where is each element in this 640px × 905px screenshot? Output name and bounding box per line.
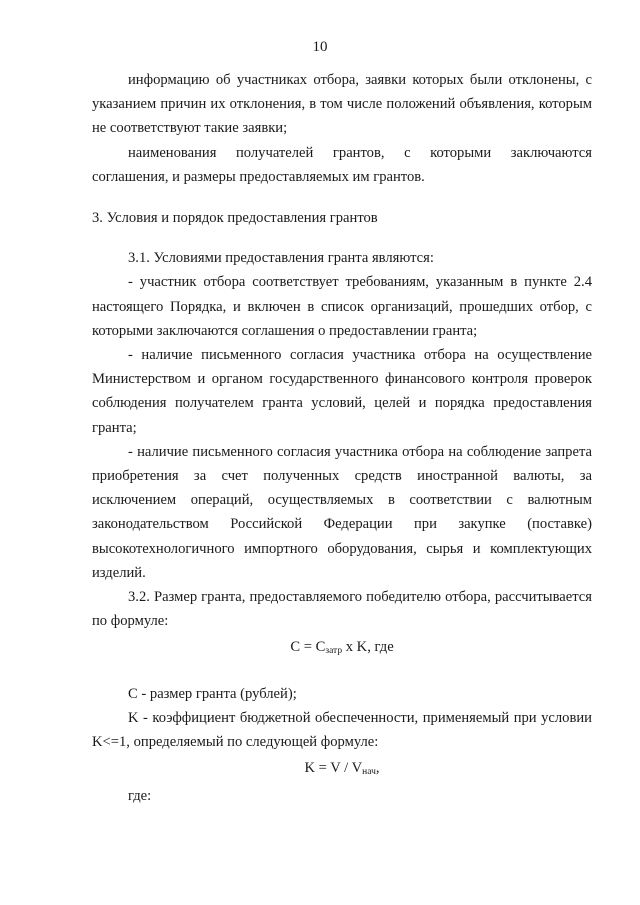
formula-1-lhs: С = С <box>290 639 326 656</box>
paragraph-3-2-grant-size: 3.2. Размер гранта, предоставляемого победителю отбора, рассчитывается по формуле: <box>92 589 592 630</box>
paragraph-k-definition: K - коэффициент бюджетной обеспеченности, применяемый при условии K<=1, определяемый по следующей формуле: <box>92 709 592 751</box>
paragraph-condition-inspection-consent: - наличие письменного согласия участника отбора на осуществление Министерством и органом государственного финансового контроля проверок соблюдения получателем гранта условий, целей и порядка предоставления гранта; <box>92 347 592 436</box>
formula-2-subscript: нач <box>362 767 376 778</box>
formula-coefficient <box>92 756 592 784</box>
formula-grant-size <box>92 635 592 663</box>
paragraph-3-1-intro: 3.1. Условиями предоставления гранта являются: <box>128 250 434 267</box>
closing-where: где: <box>128 788 152 805</box>
formula-1-rhs: х K, где <box>342 639 394 656</box>
document-body <box>92 68 592 809</box>
formula-1-subscript: затр <box>325 646 343 657</box>
paragraph-grant-recipients: наименования получателей грантов, с которыми заключаются соглашения, и размеры предоставляемых им грантов. <box>92 144 592 185</box>
page-number: 10 <box>312 39 328 55</box>
section-heading: 3. Условия и порядок предоставления грантов <box>92 210 378 227</box>
formula-2-lhs: K = V / V <box>304 760 363 777</box>
paragraph-c-definition: С - размер гранта (рублей); <box>128 685 297 702</box>
paragraph-condition-currency-consent: - наличие письменного согласия участника отбора на соблюдение запрета приобретения за счет полученных средств иностранной валюты, за исключением операций, осуществляемых в соответствии с валютным законодательством Российской Федерации при закупке (поставке) высокотехнологичного импортного оборудования, сырья и комплектующих изделий. <box>92 443 592 581</box>
paragraph-condition-requirements: - участник отбора соответствует требованиям, указанным в пункте 2.4 настоящего Порядка, и включен в список организаций, прошедших отбор, с которыми заключаются соглашения о предоставлении гранта; <box>92 274 592 339</box>
paragraph-rejected-applications: информацию об участниках отбора, заявки которых были отклонены, с указанием причин их отклонения, в том числе положений объявления, которым не соответствуют такие заявки; <box>92 72 592 137</box>
formula-2-rhs: , <box>375 760 380 777</box>
